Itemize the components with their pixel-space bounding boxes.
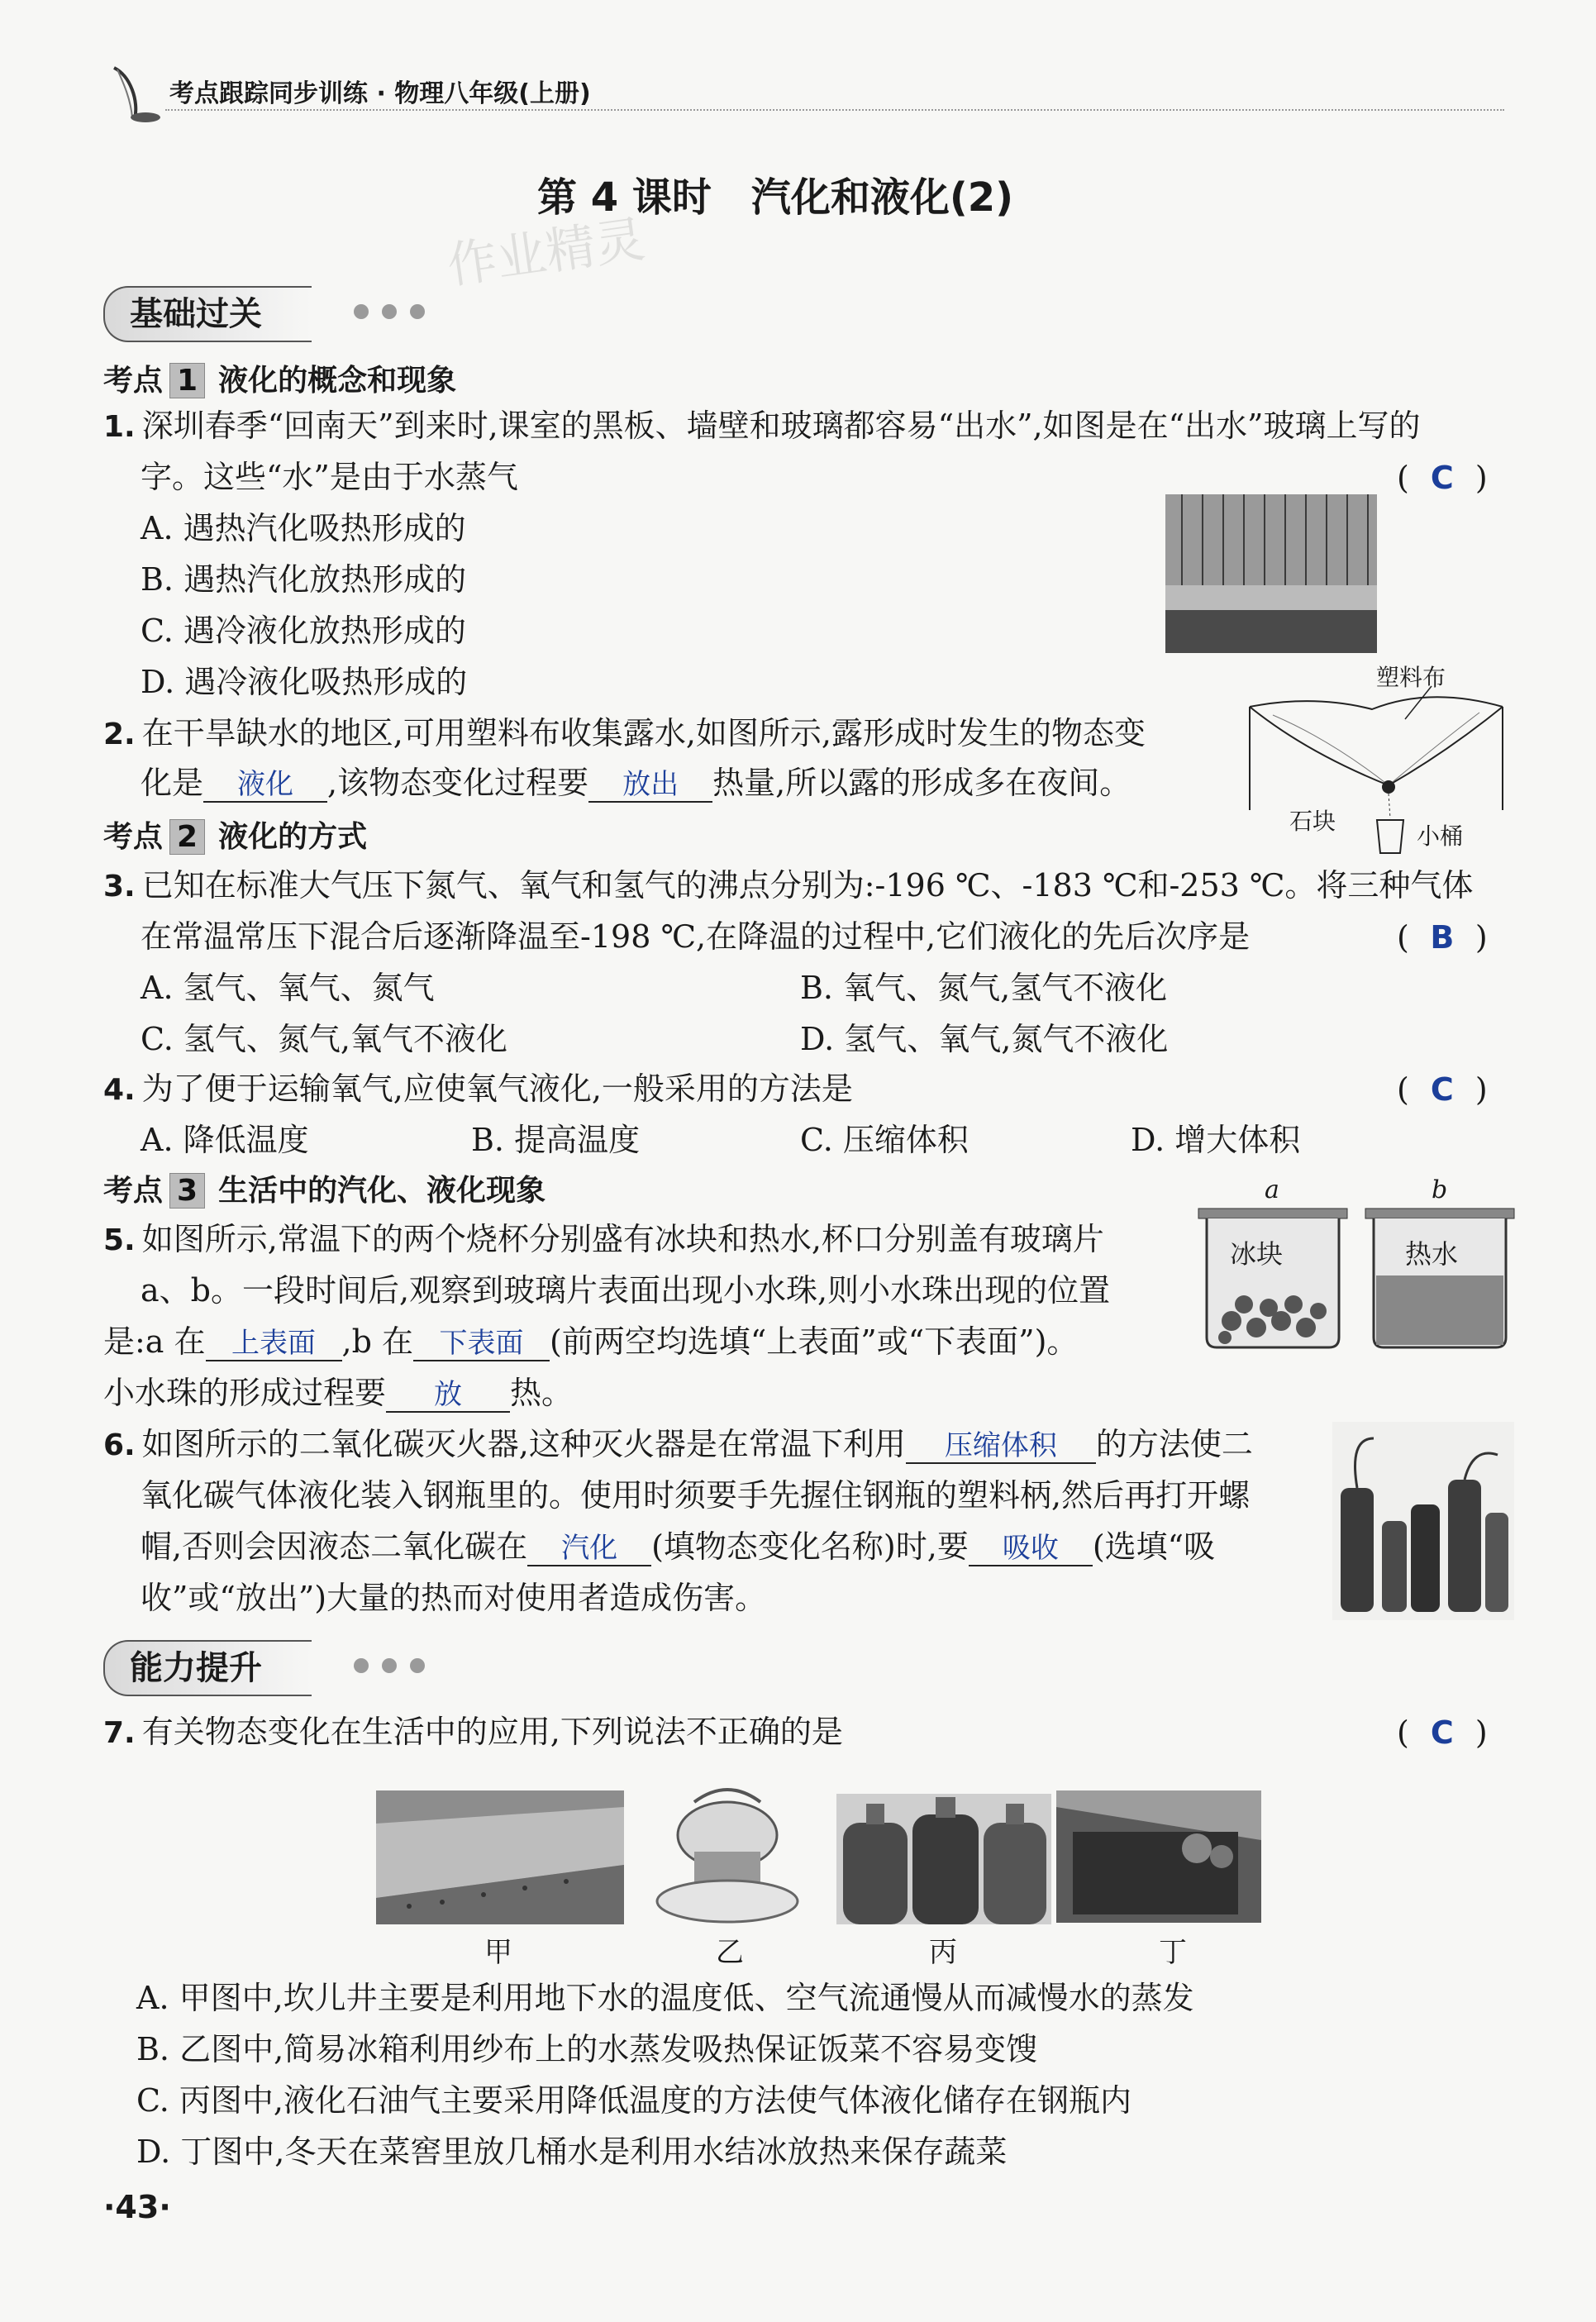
q2-line2: 化是 液化 ,该物态变化过程要 放出 热量,所以露的形成多在夜间。 bbox=[141, 765, 1131, 801]
q7-line1: 7. 有关物态变化在生活中的应用,下列说法不正确的是 bbox=[103, 1714, 843, 1750]
q3-line1: 3. 已知在标准大气压下氮气、氧气和氢气的沸点分别为:-196 ℃、-183 ℃和-253 ℃。将三种气体 bbox=[103, 867, 1474, 904]
q5-blank-1[interactable]: 上表面 bbox=[206, 1327, 342, 1361]
q7-option-b: B. 乙图中,简易冰箱利用纱布上的水蒸发吸热保证饭菜不容易变馊 bbox=[136, 2031, 1038, 2067]
q7-option-c: C. 丙图中,液化石油气主要采用降低温度的方法使气体液化储存在钢瓶内 bbox=[136, 2082, 1131, 2119]
q5-beakers-diagram bbox=[1190, 1205, 1521, 1354]
label-stone: 石块 bbox=[1289, 808, 1336, 835]
q3-option-a: A. 氢气、氧气、氮气 bbox=[141, 970, 435, 1006]
label-hot-water: 热水 bbox=[1405, 1238, 1459, 1270]
page-title: 第 4 课时 汽化和液化(2) bbox=[537, 174, 1014, 221]
q2-blank-1[interactable]: 液化 bbox=[203, 768, 327, 803]
q6-line2: 氧化碳气体液化装入钢瓶里的。使用时须要手先握住钢瓶的塑料柄,然后再打开螺 bbox=[141, 1477, 1251, 1514]
q7-photo-bing bbox=[836, 1794, 1051, 1924]
q1-answer-paren: ( C ) bbox=[1397, 460, 1488, 496]
q5-line3: 是:a 在 上表面 ,b 在 下表面 (前两空均选填“上表面”或“下表面”)。 bbox=[103, 1323, 1079, 1360]
section-advanced: 能力提升 bbox=[103, 1640, 312, 1696]
section-dots bbox=[354, 304, 438, 322]
q6-blank-2[interactable]: 汽化 bbox=[527, 1532, 651, 1566]
kaodian-3: 考点 3 生活中的汽化、液化现象 bbox=[103, 1174, 546, 1208]
header-divider bbox=[165, 109, 1504, 111]
q7-photo-yi bbox=[653, 1777, 802, 1926]
q3-option-d: D. 氢气、氧气,氮气不液化 bbox=[800, 1021, 1169, 1057]
q4-option-c: C. 压缩体积 bbox=[800, 1122, 969, 1158]
kaodian-1: 考点 1 液化的概念和现象 bbox=[103, 364, 457, 398]
q6-blank-3[interactable]: 吸收 bbox=[969, 1532, 1093, 1566]
label-glass-b: b bbox=[1432, 1175, 1448, 1204]
q5-line1: 5. 如图所示,常温下的两个烧杯分别盛有冰块和热水,杯口分别盖有玻璃片 bbox=[103, 1221, 1104, 1257]
q6-line1: 6. 如图所示的二氧化碳灭火器,这种灭火器是在常温下利用 压缩体积 的方法使二 bbox=[103, 1426, 1253, 1462]
q1-line2: 字。这些“水”是由于水蒸气 bbox=[141, 459, 518, 495]
quill-logo-icon bbox=[106, 60, 164, 126]
section-basic: 基础过关 bbox=[103, 286, 312, 342]
q3-option-c: C. 氢气、氮气,氧气不液化 bbox=[141, 1021, 507, 1057]
running-header: 考点跟踪同步训练 · 物理八年级(上册) bbox=[169, 79, 591, 108]
q6-extinguisher-photo bbox=[1332, 1422, 1514, 1620]
q7-answer-paren: ( C ) bbox=[1397, 1714, 1488, 1751]
q2-line1: 2. 在干旱缺水的地区,可用塑料布收集露水,如图所示,露形成时发生的物态变 bbox=[103, 715, 1146, 751]
label-bucket: 小桶 bbox=[1417, 822, 1464, 850]
q1-option-a: A. 遇热汽化吸热形成的 bbox=[141, 510, 466, 546]
q1-option-c: C. 遇冷液化放热形成的 bbox=[141, 613, 466, 649]
q6-line4: 收”或“放出”)大量的热而对使用者造成伤害。 bbox=[141, 1580, 767, 1616]
q7-caption-yi: 乙 bbox=[716, 1936, 744, 1969]
watermark: 作业精灵 bbox=[443, 210, 649, 296]
q1-option-b: B. 遇热汽化放热形成的 bbox=[141, 561, 467, 598]
q5-line4: 小水珠的形成过程要 放 热。 bbox=[103, 1375, 574, 1411]
label-ice: 冰块 bbox=[1230, 1238, 1284, 1270]
q7-photo-ding bbox=[1056, 1790, 1261, 1923]
q1-line1: 1. 深圳春季“回南天”到来时,课室的黑板、墙壁和玻璃都容易“出水”,如图是在“出水”玻璃上写的 bbox=[103, 408, 1421, 444]
q3-answer-paren: ( B ) bbox=[1397, 919, 1488, 956]
q4-answer-paren: ( C ) bbox=[1397, 1071, 1488, 1108]
q4-option-a: A. 降低温度 bbox=[141, 1122, 309, 1158]
kaodian-2: 考点 2 液化的方式 bbox=[103, 820, 368, 854]
q7-photo-jia bbox=[376, 1790, 624, 1924]
q1-option-d: D. 遇冷液化吸热形成的 bbox=[141, 664, 468, 700]
q6-line3: 帽,否则会因液态二氧化碳在 汽化 (填物态变化名称)时,要 吸收 (选填“吸 bbox=[141, 1528, 1216, 1565]
q6-blank-1[interactable]: 压缩体积 bbox=[906, 1429, 1096, 1464]
q7-option-d: D. 丁图中,冬天在菜窖里放几桶水是利用水结冰放热来保存蔬菜 bbox=[136, 2134, 1008, 2170]
label-plastic-cloth: 塑料布 bbox=[1376, 664, 1446, 691]
q7-caption-jia: 甲 bbox=[484, 1936, 512, 1969]
q4-line1: 4. 为了便于运输氧气,应使氧气液化,一般采用的方法是 bbox=[103, 1070, 853, 1107]
q7-caption-ding: 丁 bbox=[1159, 1936, 1187, 1969]
section-dots-2 bbox=[354, 1658, 438, 1676]
page-number: ·43· bbox=[103, 2189, 171, 2225]
q5-blank-2[interactable]: 下表面 bbox=[413, 1327, 550, 1361]
q1-window-photo bbox=[1165, 494, 1377, 653]
q2-blank-2[interactable]: 放出 bbox=[588, 768, 712, 803]
q7-caption-bing: 丙 bbox=[929, 1936, 957, 1969]
q3-option-b: B. 氧气、氮气,氢气不液化 bbox=[800, 970, 1168, 1006]
q7-option-a: A. 甲图中,坎儿井主要是利用地下水的温度低、空气流通慢从而减慢水的蒸发 bbox=[136, 1980, 1194, 2016]
q5-line2: a、b。一段时间后,观察到玻璃片表面出现小水珠,则小水珠出现的位置 bbox=[141, 1272, 1111, 1309]
label-glass-a: a bbox=[1265, 1175, 1279, 1204]
q3-line2: 在常温常压下混合后逐渐降温至-198 ℃,在降温的过程中,它们液化的先后次序是 bbox=[141, 918, 1251, 955]
q4-option-d: D. 增大体积 bbox=[1131, 1122, 1301, 1158]
q4-option-b: B. 提高温度 bbox=[471, 1122, 641, 1158]
q5-blank-3[interactable]: 放 bbox=[386, 1378, 510, 1413]
